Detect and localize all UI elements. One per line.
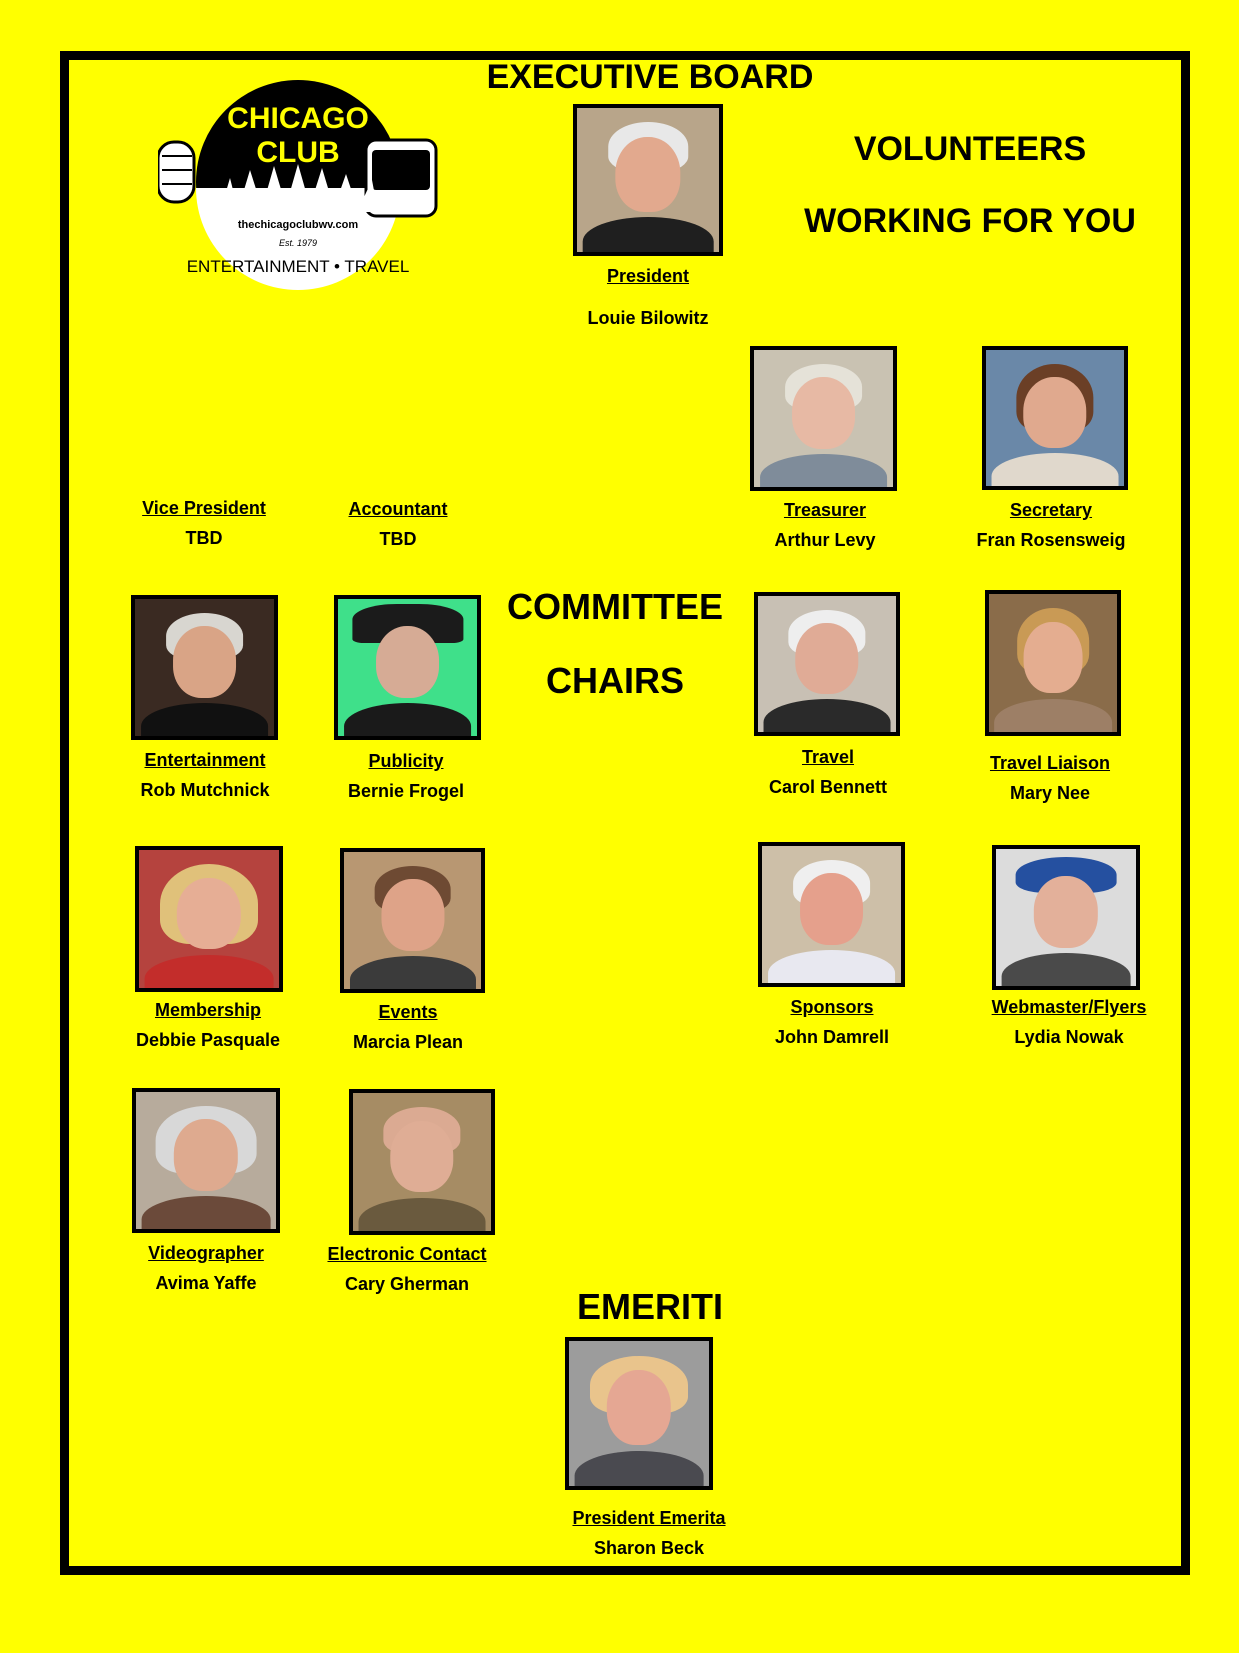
svg-text:Est. 1979: Est. 1979 bbox=[278, 238, 318, 248]
travel-liaison-role: Travel Liaison bbox=[989, 753, 1111, 773]
electronic-contact-name: Cary Gherman bbox=[344, 1274, 470, 1294]
videographer-name: Avima Yaffe bbox=[155, 1273, 257, 1293]
secretary-photo bbox=[982, 346, 1128, 490]
travel-liaison-name: Mary Nee bbox=[1009, 783, 1091, 803]
sponsors-name: John Damrell bbox=[774, 1027, 890, 1047]
svg-text:CLUB: CLUB bbox=[256, 136, 340, 169]
svg-text:thechicagoclubwv.com: thechicagoclubwv.com bbox=[237, 219, 359, 231]
accountant-role: Accountant bbox=[348, 499, 448, 519]
electronic-contact-role: Electronic Contact bbox=[327, 1244, 487, 1264]
sponsors-role: Sponsors bbox=[790, 997, 874, 1017]
emeriti-heading: EMERITI bbox=[576, 1286, 723, 1327]
events-photo bbox=[340, 848, 485, 993]
entertainment-name: Rob Mutchnick bbox=[140, 780, 270, 800]
events-role: Events bbox=[378, 1002, 438, 1022]
executive-board-heading: EXECUTIVE BOARD bbox=[486, 58, 814, 96]
publicity-name: Bernie Frogel bbox=[347, 781, 465, 801]
webmaster-photo bbox=[992, 845, 1140, 990]
travel-liaison-photo bbox=[985, 590, 1121, 736]
president-emerita-photo bbox=[565, 1337, 713, 1490]
secretary-role: Secretary bbox=[1009, 500, 1093, 520]
treasurer-photo bbox=[750, 346, 897, 491]
committee-heading: COMMITTEE bbox=[507, 586, 723, 627]
travel-name: Carol Bennett bbox=[768, 777, 887, 797]
electronic-contact-photo bbox=[349, 1089, 495, 1235]
membership-role: Membership bbox=[154, 1000, 262, 1020]
membership-photo bbox=[135, 846, 283, 992]
entertainment-role: Entertainment bbox=[144, 750, 266, 770]
svg-text:CHICAGO: CHICAGO bbox=[227, 102, 369, 135]
treasurer-name: Arthur Levy bbox=[774, 530, 876, 550]
president-emerita-name: Sharon Beck bbox=[593, 1538, 705, 1558]
svg-text:ENTERTAINMENT • TRAVEL: ENTERTAINMENT • TRAVEL bbox=[186, 257, 410, 276]
president-name: Louie Bilowitz bbox=[587, 308, 709, 328]
secretary-name: Fran Rosensweig bbox=[976, 530, 1126, 550]
working-for-you-heading: WORKING FOR YOU bbox=[804, 202, 1136, 240]
events-name: Marcia Plean bbox=[352, 1032, 464, 1052]
president-photo bbox=[573, 104, 723, 256]
sponsors-photo bbox=[758, 842, 905, 987]
webmaster-role: Webmaster/Flyers bbox=[991, 997, 1147, 1017]
chairs-heading: CHAIRS bbox=[545, 660, 684, 701]
vice-president-name: TBD bbox=[185, 528, 223, 548]
publicity-role: Publicity bbox=[368, 751, 444, 771]
vice-president-role: Vice President bbox=[142, 498, 266, 518]
webmaster-name: Lydia Nowak bbox=[1014, 1027, 1124, 1047]
travel-role: Travel bbox=[801, 747, 855, 767]
treasurer-role: Treasurer bbox=[783, 500, 867, 520]
membership-name: Debbie Pasquale bbox=[135, 1030, 281, 1050]
accountant-name: TBD bbox=[379, 529, 417, 549]
president-role: President bbox=[606, 266, 690, 286]
publicity-photo bbox=[334, 595, 481, 740]
travel-photo bbox=[754, 592, 900, 736]
volunteers-heading: VOLUNTEERS bbox=[853, 130, 1087, 168]
chicago-club-logo bbox=[158, 70, 438, 300]
videographer-photo bbox=[132, 1088, 280, 1233]
president-emerita-role: President Emerita bbox=[572, 1508, 726, 1528]
entertainment-photo bbox=[131, 595, 278, 740]
videographer-role: Videographer bbox=[148, 1243, 264, 1263]
